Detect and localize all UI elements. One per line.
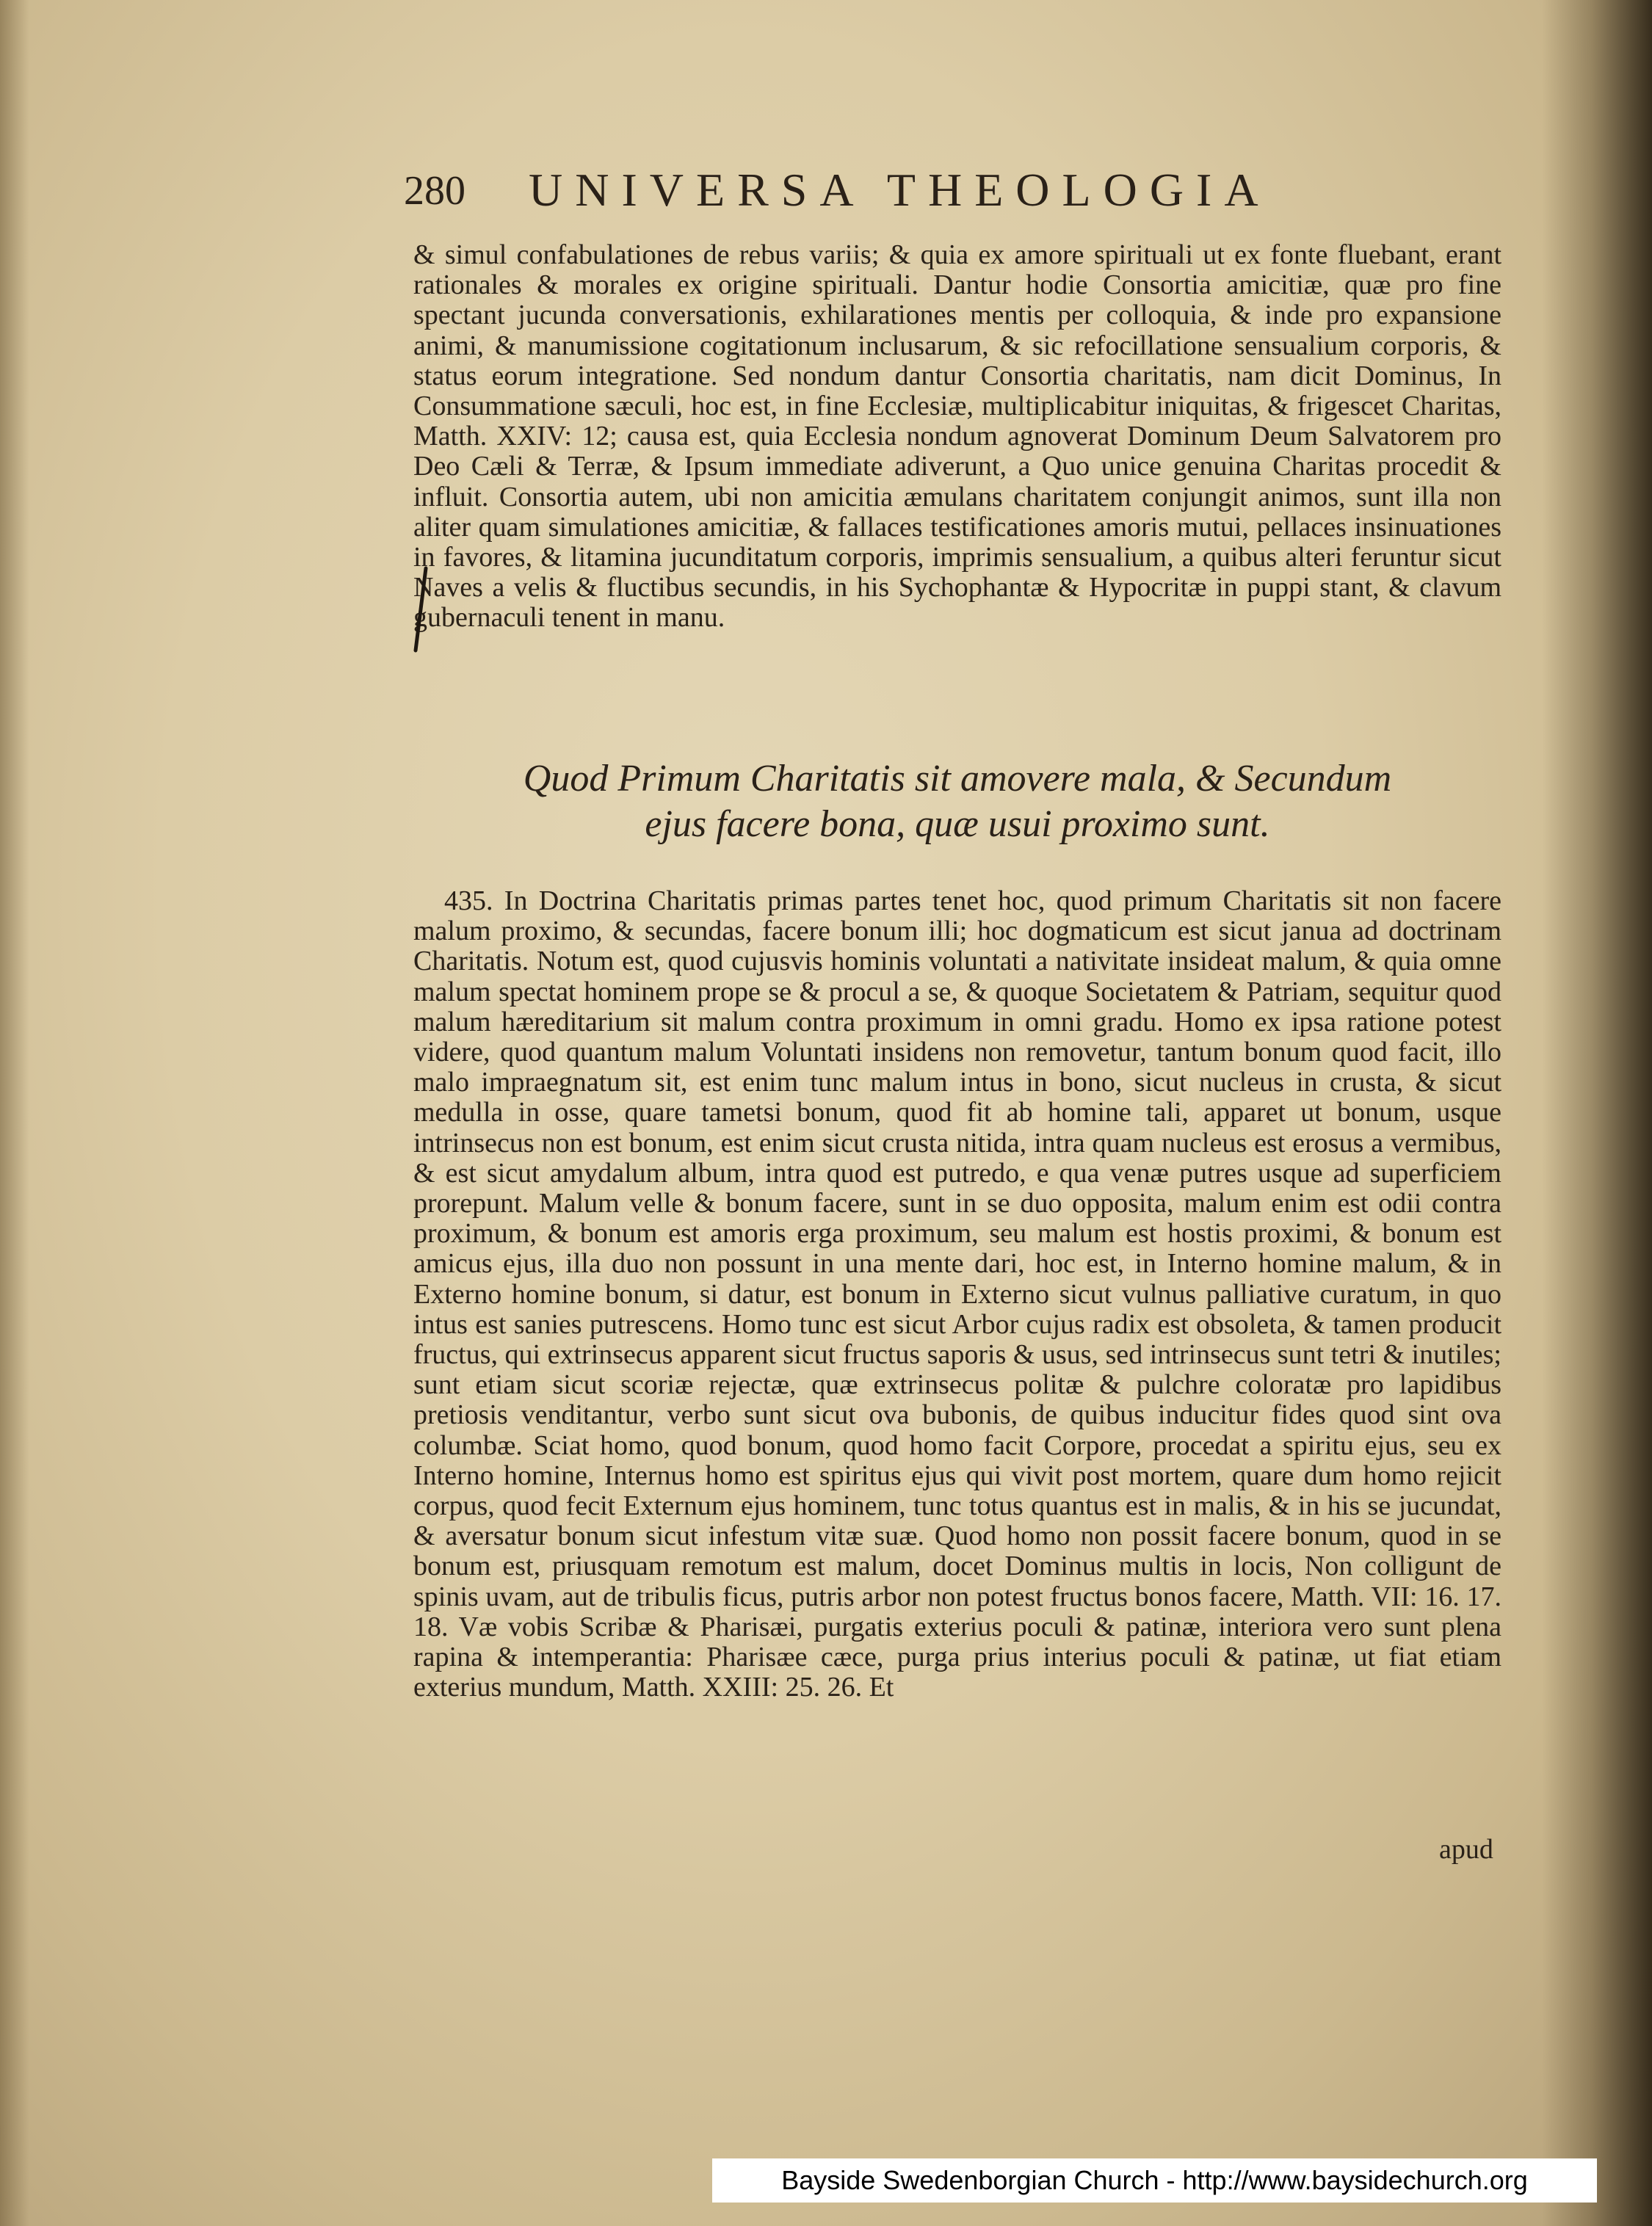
section-heading-line-2: ejus facere bona, quæ usui proximo sunt. <box>645 803 1270 845</box>
page-edge-shadow <box>0 0 29 2226</box>
section-heading <box>413 756 1501 847</box>
catchword: apud <box>1439 1834 1493 1865</box>
paragraph-continued: & simul confabulationes de rebus variis; & quia ex amore spirituali ut ex fonte fluebant, erant rationales & morales ex origine spirituali. Dantur hodie Consortia amicitiæ, quæ pro fine spectant jucunda conversationis, exhilarationes mentis per colloquia, & inde pro expansione animi, & manumissione cogitationum inclusarum, & sic refocillatione sensualium corporis, & status eorum integratione. Sed nondum dantur Consortia charitatis, nam dicit Dominus, In Consummatione sæculi, hoc est, in fine Ecclesiæ, multiplicabitur iniquitas, & frigescet Charitas, Matth. XXIV: 12; causa est, quia Ecclesia nondum agnoverat Dominum Deum Salvatorem pro Deo Cæli & Terræ, & Ipsum immediate adiverunt, a Quo unice genuina Charitas procedit & influit. Consortia autem, ubi non amicitia æmulans charitatem conjungit animos, sunt illa non aliter quam simulationes amicitiæ, & fallaces testificationes amoris mutui, pellaces insinuationes in favores, & litamina jucunditatum corporis, imprimis sensualium, a quibus alteri feruntur sicut Naves a velis & fluctibus secundis, in his Sychophantæ & Hypocritæ in puppi stant, & clavum gubernaculi tenent in manu. <box>413 239 1501 634</box>
paragraph-435: 435. In Doctrina Charitatis primas partes tenet hoc, quod primum Charitatis sit non facere malum proximo, & secundas, facere bonum illi; hoc dogmaticum est sicut janua ad doctrinam Charitatis. Notum est, quod cujusvis hominis voluntati a nativitate insideat malum, & quia omne malum spectat hominem prope se & procul a se, & quoque Societatem & Patriam, sequitur quod malum hæreditarium sit malum contra proximum in omni gradu. Homo ex ipsa ratione potest videre, quod quantum malum Voluntati insidens non removetur, tantum bonum quod facit, illo malo impraegnatum sit, est enim tunc malum intus in bono, sicut nucleus in crusta, & sicut medulla in osse, quare tametsi bonum, quod fit ab homine tali, apparet ut bonum, usque intrinsecus non est bonum, est enim sicut crusta nitida, intra quam nucleus est erosus a vermibus, & est sicut amydalum album, intra quod est putredo, e qua venæ putres usque ad superficiem prorepunt. Malum velle & bonum facere, sunt in se duo opposita, malum enim est odii contra proximum, & bonum est amoris erga proximum, seu malum est hostis proximi, & bonum est amicus ejus, illa duo non possunt in una mente dari, hoc est, in Interno homine malum, & in Externo homine bonum, si datur, est bonum in Externo sicut vulnus palliative curatum, in quo intus est sanies putrescens. Homo tunc est sicut Arbor cujus radix est obsoleta, & tamen producit fructus, qui extrinsecus apparent sicut fructus saporis & usus, sed intrinsecus sunt tetri & inutiles; sunt etiam sicut scoriæ rejectæ, quæ extrinsecus politæ & pulchre coloratæ pro lapidibus pretiosis venditantur, verbo sunt sicut ova bubonis, de quibus inducitur fides quod sint ova columbæ. Sciat homo, quod bonum, quod homo facit Corpore, procedat a spiritu ejus, seu ex Interno homine, Internus homo est spiritus ejus qui vivit post mortem, quare dum homo rejicit corpus, quod fecit Externum ejus hominem, tunc totus quantus est in malis, & in his se jucundat, & aversatur bonum sicut infestum vitæ suæ. Quod homo non possit facere bonum, quod in se bonum est, priusquam remotum est malum, docet Dominus multis in locis, Non colligunt de spinis uvam, aut de tribulis ficus, putris arbor non potest fructus bonos facere, Matth. VII: 16. 17. 18. Væ vobis Scribæ & Pharisæi, purgatis exterius poculi & patinæ, interiora vero sunt plena rapina & intemperantia: Pharisæe cæce, purga prius interius poculi & patinæ, ut fiat etiam exterius mundum, Matth. XXIII: 25. 26. Et <box>413 885 1501 1703</box>
page-header <box>404 163 1358 222</box>
gutter-shadow <box>1542 0 1652 2226</box>
watermark-credit: Bayside Swedenborgian Church - http://www.baysidechurch.org <box>712 2158 1597 2203</box>
section-heading-line-1: Quod Primum Charitatis sit amovere mala, & Secundum <box>523 758 1392 800</box>
page-number: 280 <box>404 168 465 214</box>
pencil-margin-mark <box>410 565 432 653</box>
running-title: UNIVERSA THEOLOGIA <box>529 164 1271 216</box>
